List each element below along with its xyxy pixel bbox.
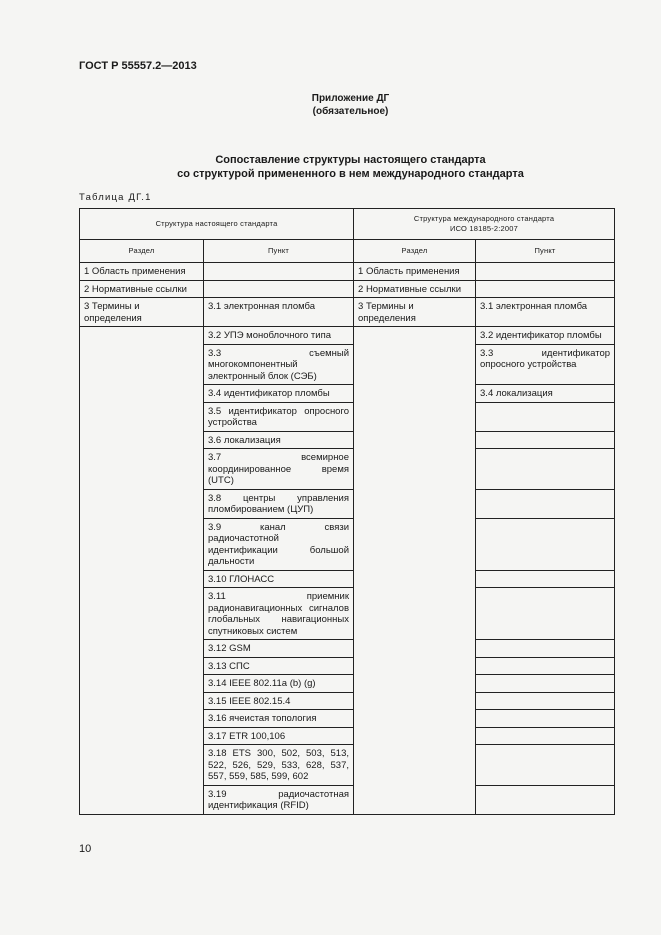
cell-section-current: 3 Термины и определения: [80, 298, 204, 327]
cell-item-current: 3.9 канал связи радиочастотной идентификации большой дальности: [204, 518, 354, 570]
cell-section-international: 3 Термины и определения: [354, 298, 476, 327]
cell-item-current: 3.10 ГЛОНАСС: [204, 570, 354, 588]
cell-item-current: 3.14 IEEE 802.11a (b) (g): [204, 675, 354, 693]
table-row: [80, 280, 615, 298]
cell-item-international: 3.2 идентификатор пломбы: [476, 327, 615, 345]
cell-item-current: 3.4 идентификатор пломбы: [204, 385, 354, 403]
cell-item-current: 3.7 всемирное координированное время (UTC): [204, 449, 354, 490]
cell-item-international: [476, 402, 615, 431]
cell-item-current: 3.11 приемник радионавигационных сигналов глобальных навигационных спутниковых систем: [204, 588, 354, 640]
cell-item-international: [476, 675, 615, 693]
cell-section-international: 2 Нормативные ссылки: [354, 280, 476, 298]
cell-item-international: [476, 518, 615, 570]
cell-item-international: [476, 727, 615, 745]
group-header-international-line2: ИСО 18185-2:2007: [449, 224, 519, 233]
appendix-status: (обязательное): [312, 106, 389, 117]
table-row: [80, 298, 615, 327]
cell-item-current: 3.2 УПЭ моноблочного типа: [204, 327, 354, 345]
cell-item-current: 3.17 ETR 100,106: [204, 727, 354, 745]
cell-item-current: 3.5 идентификатор опросного устройства: [204, 402, 354, 431]
cell-item-international: [476, 692, 615, 710]
group-header-international-line1: Структура международного стандарта: [413, 214, 555, 223]
appendix-title: Приложение ДГ: [311, 93, 390, 104]
col-header-section-right: Раздел: [354, 240, 476, 263]
cell-section-international-continued: [354, 327, 476, 815]
cell-item-international: [476, 640, 615, 658]
table-row: [80, 327, 615, 345]
heading-line-2: со структурой примененного в нем международного стандарта: [177, 168, 524, 180]
cell-item-current: 3.12 GSM: [204, 640, 354, 658]
cell-item-international: [476, 588, 615, 640]
cell-item-current: [204, 280, 354, 298]
comparison-table: [79, 208, 615, 815]
heading-line-1: Сопоставление структуры настоящего стандарта: [215, 154, 486, 166]
cell-item-international: [476, 431, 615, 449]
cell-item-international: [476, 449, 615, 490]
cell-section-current: 1 Область применения: [80, 263, 204, 281]
cell-item-international: [476, 745, 615, 786]
cell-item-international: [476, 710, 615, 728]
group-header-international: [354, 209, 615, 240]
cell-item-international: 3.1 электронная пломба: [476, 298, 615, 327]
col-header-section-left: Раздел: [80, 240, 204, 263]
cell-item-current: 3.16 ячеистая топология: [204, 710, 354, 728]
page-number: 10: [79, 843, 92, 855]
col-header-item-left: Пункт: [204, 240, 354, 263]
cell-item-international: 3.3 идентификатор опросного устройства: [476, 344, 615, 385]
table-row: [80, 263, 615, 281]
cell-item-current: 3.19 радиочастотная идентификация (RFID): [204, 785, 354, 814]
table-body: [80, 263, 615, 815]
cell-item-current: 3.15 IEEE 802.15.4: [204, 692, 354, 710]
cell-item-current: 3.13 СПС: [204, 657, 354, 675]
cell-item-international: [476, 280, 615, 298]
cell-item-current: 3.18 ETS 300, 502, 503, 513, 522, 526, 529, 533, 628, 537, 557, 559, 585, 599, 602: [204, 745, 354, 786]
cell-section-current-continued: [80, 327, 204, 815]
cell-item-current: 3.6 локализация: [204, 431, 354, 449]
document-code: ГОСТ Р 55557.2—2013: [79, 60, 197, 72]
cell-item-international: [476, 657, 615, 675]
cell-item-current: 3.8 центры управления пломбированием (ЦУП): [204, 489, 354, 518]
cell-item-current: 3.3 съемный многокомпонентный электронный блок (СЭБ): [204, 344, 354, 385]
cell-item-international: [476, 570, 615, 588]
cell-item-current: 3.1 электронная пломба: [204, 298, 354, 327]
table-label: Таблица ДГ.1: [79, 192, 152, 203]
cell-item-international: [476, 785, 615, 814]
cell-item-international: 3.4 локализация: [476, 385, 615, 403]
cell-item-international: [476, 489, 615, 518]
cell-section-current: 2 Нормативные ссылки: [80, 280, 204, 298]
cell-section-international: 1 Область применения: [354, 263, 476, 281]
group-header-current: Структура настоящего стандарта: [80, 209, 354, 240]
col-header-item-right: Пункт: [476, 240, 615, 263]
cell-item-current: [204, 263, 354, 281]
cell-item-international: [476, 263, 615, 281]
